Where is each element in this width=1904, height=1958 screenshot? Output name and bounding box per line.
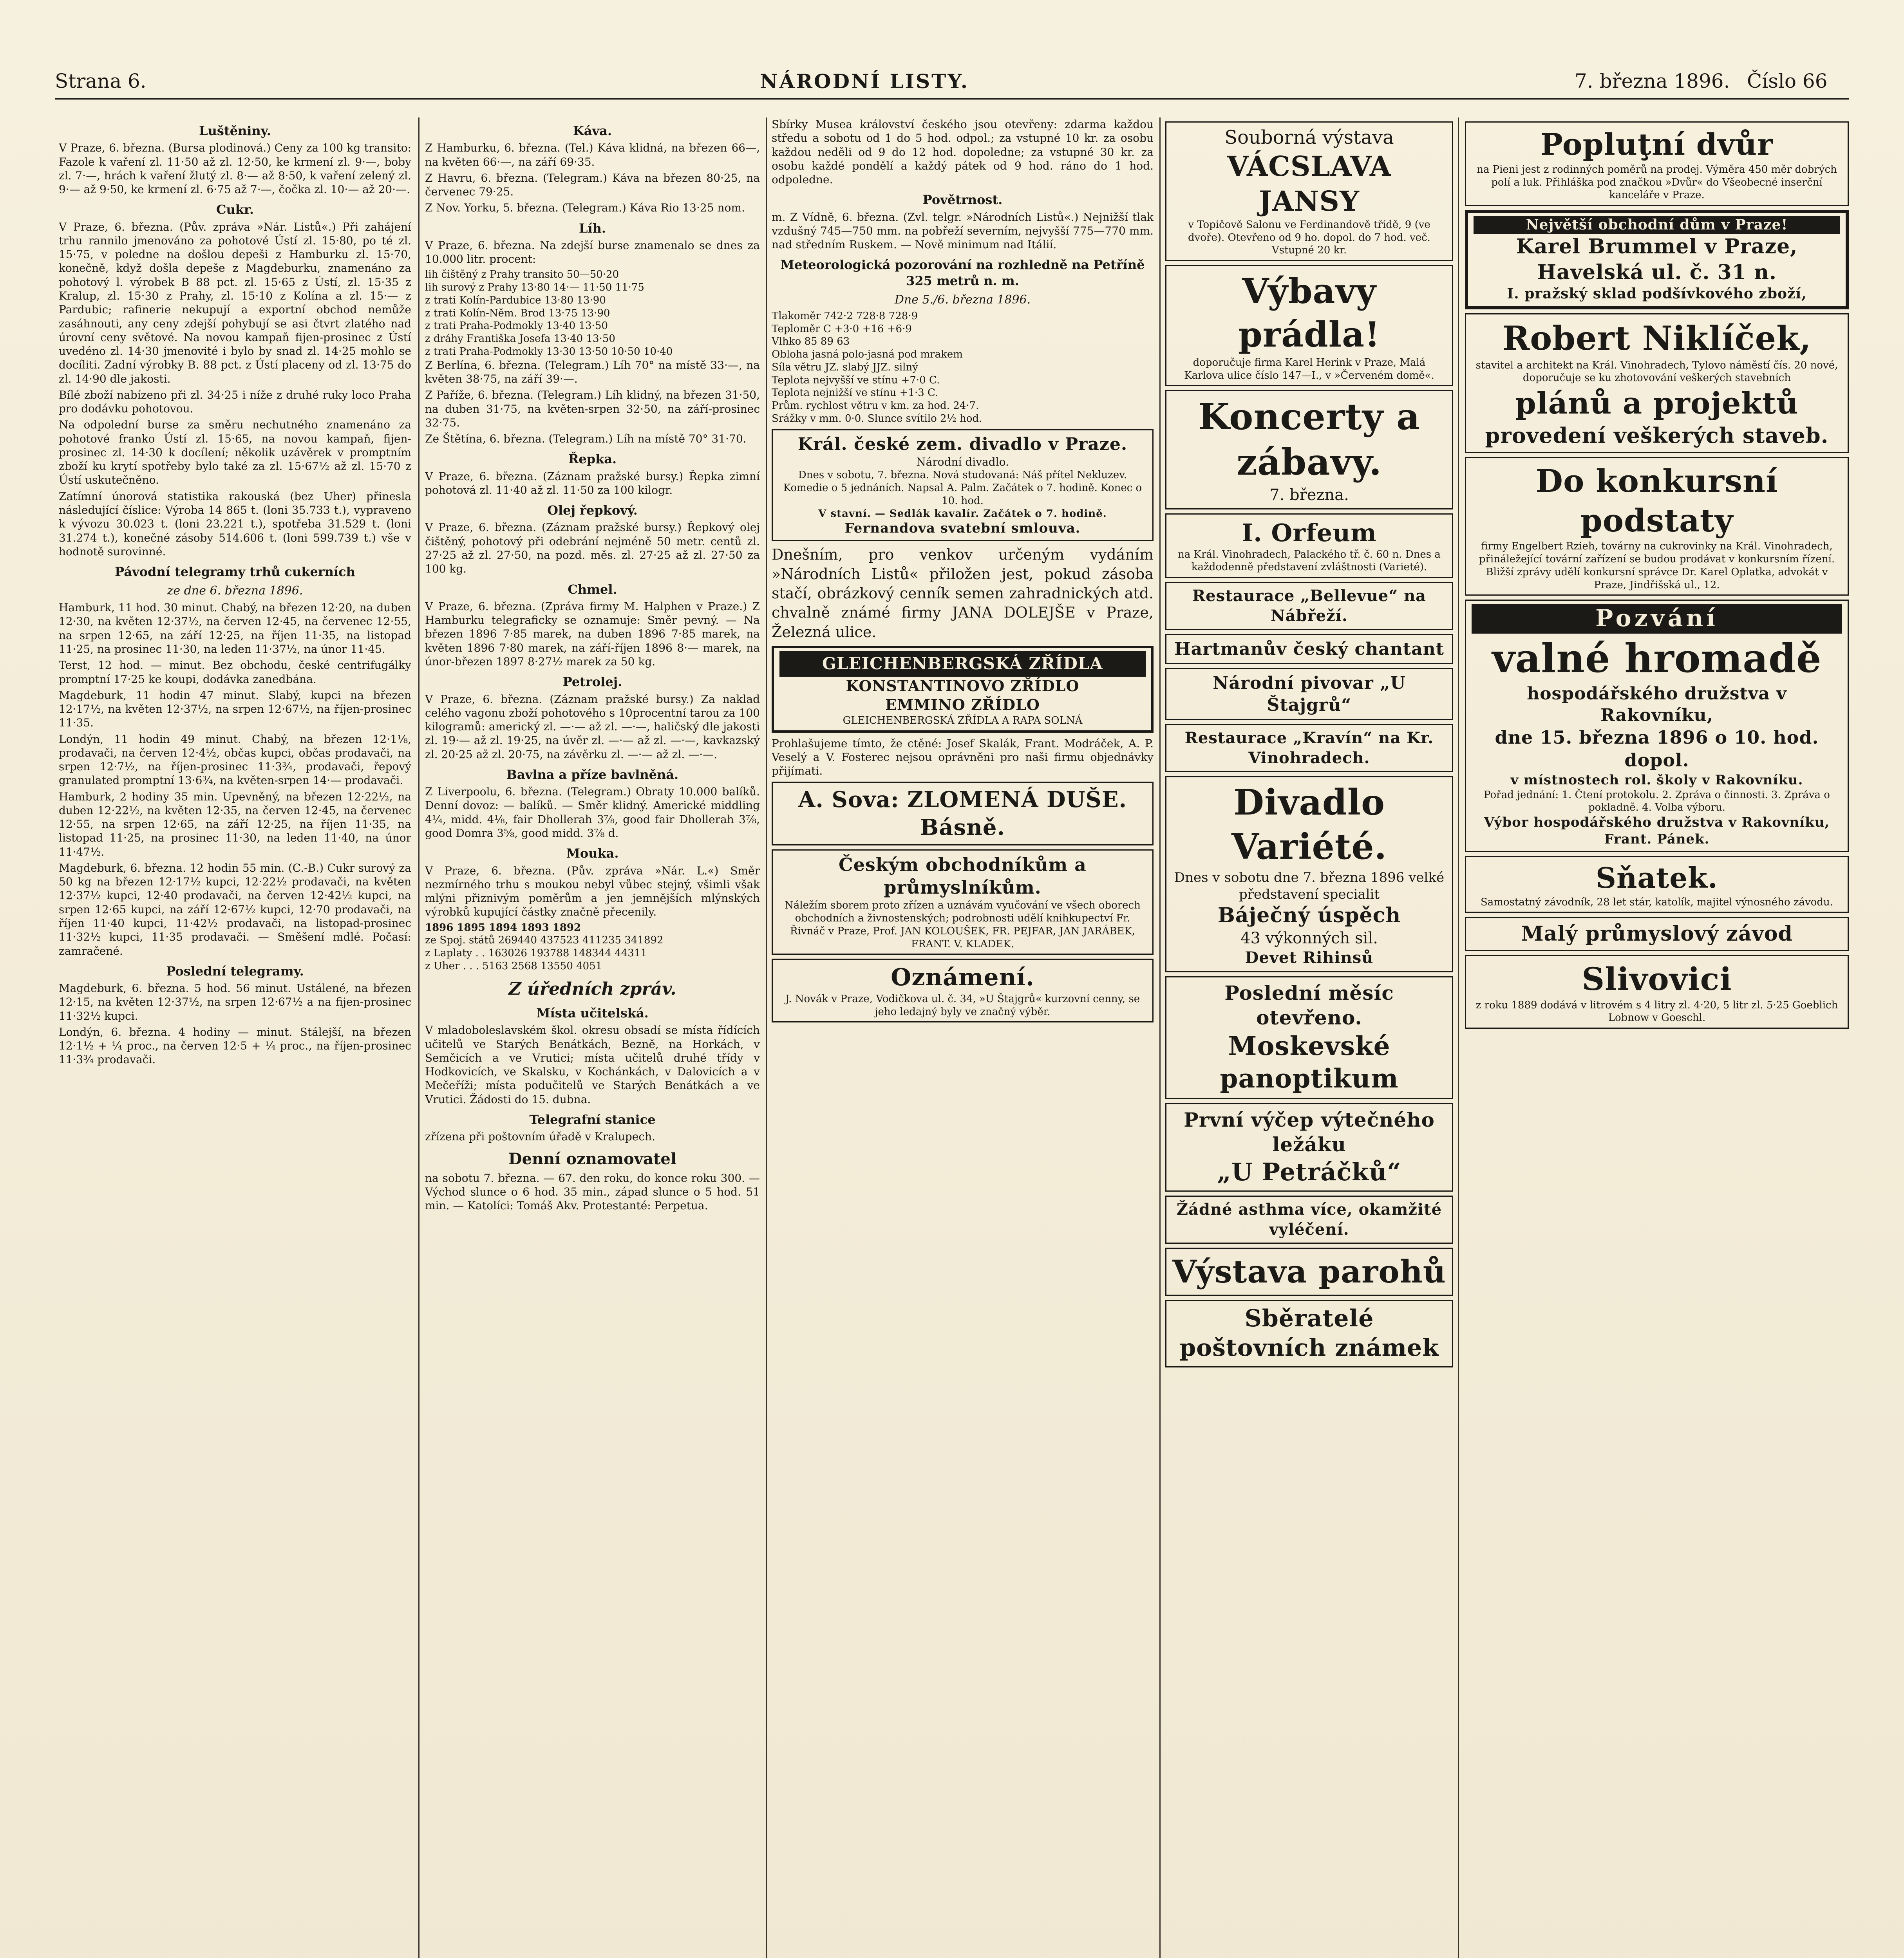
ad-text: EMMINO ZŘÍDLO	[885, 695, 1040, 713]
article-paragraph: Na odpolední burse za směru nechutného znamenáno za pohotové franko Ústí zl. 15·65, na novou kampaň, fijen-prosinec zl. 14·30 k docílení; několik uzávěrek v promptním zboží ku krytí spotřeby bylo také za zl. 15·67½ až zl. 15·70 z Ústí uskutečněno.	[59, 418, 411, 487]
weather-row: Prům. rychlost větru v km. za hod. 24·7.	[772, 400, 979, 412]
section-heading: Meteorologická pozorování na rozhledně na Petříně 325 metrů n. m.	[780, 257, 1145, 288]
ad-title: GLEICHENBERGSKÁ ZŘÍDLA	[779, 651, 1146, 677]
section-heading: Chmel.	[568, 582, 617, 597]
column-rule	[418, 117, 419, 1958]
article-paragraph: Z Liverpoolu, 6. března. (Telegram.) Obraty 10.000 balíků. Denní dovoz: — balíků. — Směr klidný. Americké middling 4¼, midd. 4⅛, fair Dhollerah 3⅞, good fair Dhollerah 3⅞, good Domra 3⅝, good midd. 3⅞ d.	[425, 785, 760, 840]
weather-row: Tlakoměr 742·2 728·8 728·9	[772, 310, 918, 322]
article-paragraph: Prohlašujeme tímto, že ctěné: Josef Skalák, Frant. Modráček, A. P. Veselý a V. Fosterec nejsou oprávněni pro naši firmu objednávky přijímati.	[772, 737, 1154, 778]
price-row: z trati Kolín-Pardubice 13·80 13·90	[425, 294, 606, 306]
article-paragraph: Z Hamburku, 6. března. (Tel.) Káva klidná, na březen 66—, na květen 66·—, na září 69·35.	[425, 141, 760, 168]
article-paragraph: Hamburk, 2 hodiny 35 min. Upevněný, na březen 12·22½, na duben 12·22½, na květen 12·35, na červen 12·45, na červenec 12·55, na srpen 12·65, na září 12·25, na říjen 11·35, na listopad 11·25, na prosinec 11·30, na leden 11·40, na únor 11·47½.	[59, 790, 411, 858]
architect-ad	[1465, 313, 1849, 453]
store-ad	[1465, 210, 1849, 309]
exhibition-ad	[1165, 121, 1453, 261]
article-paragraph: V Praze, 6. března. (Záznam pražské bursy.) Řepkový olej čištěný, pohotový při odebrání nejméně 50 metr. centů zl. 27·25 až zl. 27·50, na pozd. měs. zl. 27·25 až zl. 27·50 za 100 kg.	[425, 521, 760, 576]
notice-ad	[772, 959, 1154, 1022]
ad-text: na Pieni jest z rodinných poměrů na prodej. Výměra 450 měr dobrých polí a luk. Přihláška pod značkou »Dvůr« do Všeobecné inserční kanceláře v Praze.	[1477, 163, 1837, 201]
beer-ad	[1165, 1103, 1453, 1192]
ad-title: Karel Brummel v Praze, Havelská ul. č. 31 n.	[1516, 235, 1798, 284]
weather-row: Teplota nejnižší ve stínu +1·3 C.	[772, 387, 938, 399]
column-notices	[772, 117, 1154, 1958]
article-paragraph: V Praze, 6. března. (Záznam pražské bursy.) Za naklad celého vagonu zboží pohotového s 10procentní tarou za 100 kilogramů: americký zl. —·— až zl. —·—, haličský dle jakosti zl. 19·— až zl. 19·25, na úvěr zl. —·— až zl. —·—, kavkazský zl. 20·25 až zl. 20·75, na závěrku zl. —·— až zl. —·—.	[425, 692, 760, 761]
ad-text: v místnostech rol. školy v Rakovníku.	[1510, 772, 1803, 788]
ad-text: firmy Engelbert Rzieh, továrny na cukrovinky na Král. Vinohradech, přináležející tovární zařízení se budou prodávat v konkursním řízení. Bližší zprávy udělí konkursní správce Dr. Karel Oplatka, advokát v Praze, Jindřišská ul., 12.	[1479, 540, 1835, 591]
ad-text: Výbor hospodářského družstva v Rakovníku,	[1484, 815, 1830, 831]
ad-title: Národní pivovar „U Štajgrů“	[1213, 673, 1406, 715]
ad-title: Výstava parohů	[1172, 1253, 1446, 1290]
section-heading: Olej řepkový.	[547, 503, 638, 518]
price-row: z trati Kolín-Něm. Brod 13·75 13·90	[425, 307, 610, 319]
section-heading: Řepka.	[568, 452, 617, 467]
ad-title: valné hromadě	[1492, 635, 1822, 682]
issue-date: 7. března 1896.	[1575, 70, 1730, 92]
ad-text: Fernandova svatební smlouva.	[844, 520, 1081, 536]
article-paragraph: zřízena při poštovním úřadě v Kralupech.	[425, 1130, 656, 1143]
article-paragraph: Magdeburk, 6. března. 5 hod. 56 minut. Ustálené, na březen 12·15, na květen 12·37½, na srpen 12·67½ a na fijen-prosinec 11·32½ kupci.	[59, 982, 411, 1022]
ad-text: J. Novák v Praze, Vodičkova ul. č. 34, »U Štajgrů« kurzovní cenny, se jeho ledajný byly ve značný výběr.	[785, 993, 1140, 1018]
antlers-ad	[1165, 1248, 1453, 1296]
ad-text: I. pražský sklad podšívkového zboží,	[1507, 285, 1807, 302]
ad-title: První výčep výtečného ležáku	[1184, 1108, 1435, 1156]
ad-title: „U Petráčků“	[1217, 1158, 1401, 1187]
bellevue-ad	[1165, 582, 1453, 630]
article-paragraph: Ze Štětína, 6. března. (Telegram.) Líh na místě 70° 31·70.	[425, 432, 747, 446]
weather-row: Síla větru JZ. slabý JJZ. silný	[772, 361, 918, 373]
article-paragraph: Magdeburk, 6. března. 12 hodin 55 min. (C.-B.) Cukr surový za 50 kg na březen 12·17½ kupci, 12·22½ prodavači, na květen 12·37½ kupci, 12·40 prodavači, na červen 12·42½ kupci, na srpen 12·65 kupci, na září 12·67½ kupci, 12·70 prodavači, na říjen 11·40 kupci, 11·42½ prodavači, na listopad-prosinec 11·32½ kupci, 11·35 prodavači. — Směšení mdlé. Počasí: zamračené.	[59, 861, 411, 957]
article-paragraph: Magdeburk, 11 hodin 47 minut. Slabý, kupci na březen 12·17½, na květen 12·37½, na srpen 12·67½, na říjen-prosinec 11·35.	[59, 688, 411, 730]
ad-text: V stavní. — Sedlák kavalír. Začátek o 7. hodině.	[818, 508, 1107, 520]
concerts-ad	[1165, 390, 1453, 509]
article-paragraph: V Praze, 6. března. (Pův. zpráva »Nár. Listů«.) Při zahájení trhu rannilo jmenováno za pohotové Ústí zl. 15·80, po té zl. 15·75, v poledne na došlou depeši z Hamburku zl. 15·70, konečně, když došla depeše z Magdeburku, znamenáno za pohotový l. výrobek B 88 pct. zl. 15·65 z Ústí, zl. 15·35 z Kralup, zl. 15·30 z Prahy, zl. 15·10 z Kolína a zl. 15·— z Pardubic; rafinerie nekupují a exportní obchod nemůže zasáhnouti, any ceny zdejší pohybují se asi čtvrt zlatého nad úrovní ceny světové. Na novou kampaň fijen-prosinec z Ústí uvedéno zl. 14·30 jmenovité i bylo by snad zl. 14·25 mohlo se docíliti. Zadní výrobky B. 88 pct. z Ústí placeny od zl. 13·75 do zl. 14·90 dle jakosti.	[59, 220, 411, 385]
ad-title: Souborná výstava	[1224, 126, 1394, 148]
ad-text: Frant. Pánek.	[1604, 831, 1710, 847]
ad-text: v Topičově Salonu ve Ferdinandově třídě, 9 (ve dvoře). Otevřeno od 9 ho. dopol. do 7 hod. več. Vstupné 20 kr.	[1188, 219, 1430, 256]
section-heading: Z úředních zpráv.	[508, 979, 676, 999]
assembly-ad	[1465, 600, 1849, 852]
article-paragraph: Z Havru, 6. března. (Telegram.) Káva na březen 80·25, na červenec 79·25.	[425, 171, 760, 199]
ad-text: Dnes v sobotu dne 7. března 1896 velké představení specialit	[1174, 869, 1445, 902]
slivovice-ad	[1465, 955, 1849, 1029]
ad-text: hospodářského družstva v Rakovníku,	[1527, 684, 1787, 726]
ad-title: Oznámení.	[891, 964, 1034, 992]
ad-text: Báječný úspěch	[1217, 903, 1401, 928]
factory-ad	[1465, 917, 1849, 951]
price-row: z dráhy Františka Josefa 13·40 13·50	[425, 333, 615, 345]
section-heading: Cukr.	[216, 202, 254, 217]
weather-row: Teplota nejvyšší ve stínu +7·0 C.	[772, 374, 940, 386]
supplement-notice: Dnešním, pro venkov určeným vydáním »Národních Listů« přiložen jest, pokud zásoba stačí, obrázkový cenník semen zahradnických atd. chvalně známé firmy JANA DOLEJŠE v Praze, Železná ulice.	[772, 546, 1154, 641]
article-paragraph: Londýn, 6. března. 4 hodiny — minut. Stálejší, na březen 12·1½ + ¼ proc., na červen 12·5 + ¼ proc., na říjen-prosinec 11·3¾ prodavači.	[59, 1025, 411, 1066]
kravin-ad	[1165, 724, 1453, 772]
ad-title: Sběratelé poštovních známek	[1179, 1304, 1439, 1362]
ad-text: Samostatný závodník, 28 let stár, katolík, majitel výnosného závodu.	[1480, 896, 1833, 908]
ad-text: stavitel a architekt na Král. Vinohradech, Tylovo náměstí čís. 20 nové, doporučuje se ku zhotovování veškerých stavebních	[1475, 359, 1838, 384]
article-paragraph: Hamburk, 11 hod. 30 minut. Chabý, na březen 12·20, na duben 12·30, na květen 12·37½, na červen 12·45, na červenec 12·55, na srpen 12·65, na září 12·25, na říjen 11·35, na listopad 11·25, na prosinec 11·30, na leden 11·37½, na únor 11·45.	[59, 601, 411, 656]
article-paragraph: Londýn, 11 hodin 49 minut. Chabý, na březen 12·1⅛, prodavači, na červen 12·4½, občas kupci, občas prodavači, na srpen 12·7½, na říjen-prosinec 11·3¾, prodavači, řepový granulated promptní 13·6¾, na květen-srpen 14·— prodavači.	[59, 732, 411, 787]
section-heading: Káva.	[573, 123, 612, 138]
ad-title: Pozvání	[1472, 604, 1842, 634]
page-number: Strana 6.	[55, 70, 146, 92]
ad-text: GLEICHENBERGSKÁ ZŘÍDLA A RAPA SOLNÁ	[843, 714, 1083, 726]
column-ads-business	[1465, 117, 1849, 1958]
column-markets	[425, 117, 760, 1958]
farm-sale-ad	[1465, 121, 1849, 206]
ad-title: Výbavy prádla!	[1238, 271, 1380, 355]
issue-number: Číslo 66	[1747, 70, 1828, 92]
ad-title: Restaurace „Kravín“ na Kr. Vinohradech.	[1184, 729, 1434, 767]
spa-ad	[772, 646, 1154, 732]
ad-title: Král. české zem. divadlo v Praze.	[797, 434, 1128, 454]
section-heading: Pávodní telegramy trhů cukerních	[115, 564, 355, 580]
ad-title: Sňatek.	[1595, 861, 1718, 894]
ad-text: Pořad jednání: 1. Čtení protokolu. 2. Zpráva o činnosti. 3. Zpráva o pokladně. 4. Volba výboru.	[1484, 789, 1830, 814]
price-row: z trati Praha-Podmokly 13·30 13·50 10·50 10·40	[425, 345, 673, 358]
price-row: lih surový z Prahy 13·80 14·— 11·50 11·75	[425, 282, 644, 294]
ad-text: doporučuje firma Karel Herink v Praze, Malá Karlova ulice číslo 147—I., v »Červeném domě«.	[1184, 356, 1434, 381]
ad-text: KONSTANTINOVO ZŘÍDLO	[846, 677, 1079, 695]
ad-title: Slivovici	[1582, 960, 1732, 997]
weather-table	[772, 310, 1154, 425]
column-rule	[766, 117, 767, 1958]
section-heading: Denní oznamovatel	[508, 1149, 677, 1168]
article-paragraph: V mladoboleslavském škol. okresu obsadí se místa řídících učitelů ve Starých Benátkách, Bezně, na Horkách, v Semčicích a ve Vrutici; místa učitelů druhé třídy v Hodkovicích, ve Skalsku, v Kochánkách, v Dalovicích a v Mečeříži; místa podučitelů ve Starých Benátkách a ve Vrutici. Žádosti do 15. dubna.	[425, 1024, 760, 1106]
theatre-ad	[772, 429, 1154, 542]
price-row: z trati Praha-Podmokly 13·40 13·50	[425, 320, 608, 332]
ad-title: Divadlo Variété.	[1231, 782, 1387, 868]
ad-subtitle: 7. března.	[1269, 486, 1349, 504]
ad-text: dne 15. března 1896 o 10. hod. dopol.	[1495, 726, 1819, 771]
orfeum-ad	[1165, 513, 1453, 578]
section-heading: Bavlna a příze bavlněná.	[506, 767, 679, 782]
section-heading: Luštěniny.	[199, 123, 271, 138]
ad-title: Žádné asthma více, okamžité vyléčení.	[1176, 1200, 1442, 1239]
article-paragraph: V Praze, 6. března. (Pův. zpráva »Nár. L.«) Směr nezmírného trhu s moukou nebyl vůbec stejný, všimli však mlýni přiznivým poměrům a jen jemnějších mlýnských výrobků kupující částky značně přecenily.	[425, 864, 760, 919]
table-header: 1896 1895 1894 1893 1892	[425, 921, 581, 934]
ad-title: Poslední měsíc otevřeno.	[1224, 981, 1394, 1029]
column-ads-entertainment	[1165, 117, 1453, 1958]
table-row: ze Spoj. států 269440 437523 411235 341892	[425, 934, 664, 946]
article-paragraph: V Praze, 6. března. (Zpráva firmy M. Halphen v Praze.) Z Hamburku telegraficky se oznamuje: Směr pevný. — Na březen 1896 7·85 marek, na duben 1896 7·85 marek, na květen 1896 7·80 marek, na září-říjen 1896 8·— marek, na únor-březen 1897 8·27½ marek za 50 kg.	[425, 600, 760, 668]
article-paragraph: Zatímní únorová statistika rakouská (bez Uher) přinesla následující číslice: Výroba 14 865 t. (loni 35.733 t.), vypraveno k vývozu 30.023 t. (loni 23.221 t.), spotřeba 31.529 t. (loni 31.274 t.), konečné zásoby 514.606 t. (loni 599.739 t.) vše v hodnotě surovinné.	[59, 490, 411, 558]
page-header	[55, 67, 1849, 100]
linen-ad	[1165, 265, 1453, 386]
ad-title: plánů a projektů	[1515, 386, 1799, 421]
marriage-ad	[1465, 856, 1849, 913]
school-ad	[772, 849, 1154, 955]
variete-ad	[1165, 776, 1453, 972]
ad-title: Hartmanův český chantant	[1174, 639, 1444, 659]
section-heading: Povětrnost.	[922, 192, 1003, 208]
ad-title: A. Sova: ZLOMENÁ DUŠE. Básně.	[798, 787, 1127, 840]
article-paragraph: V Praze, 6. března. (Bursa plodinová.) Ceny za 100 kg transito: Fazole k vaření zl. 11·50 až zl. 12·50, ke krmení zl. 9·—, boby zl. 7·—, hrách k vaření žlutý zl. 8·— až 8·50, k vaření zelený zl. 9·— až 9·50, ke krmení zl. 6·75 až 7·—, čočka zl. 10·— až 20·—.	[59, 141, 411, 196]
article-paragraph: Z Paříže, 6. března. (Telegram.) Líh klidný, na březen 31·50, na duben 31·75, na květen-srpen 32·50, na září-prosinec 32·75.	[425, 388, 760, 429]
section-heading: Poslední telegramy.	[166, 963, 304, 979]
import-table	[425, 921, 760, 973]
ad-title: Českým obchodníkům a průmyslníkům.	[839, 854, 1087, 898]
table-row: z Uher . . . 5163 2568 13550 4051	[425, 960, 602, 972]
section-subheading: ze dne 6. března 1896.	[167, 584, 303, 598]
section-heading: Petrolej.	[562, 674, 622, 690]
ad-title: I. Orfeum	[1242, 518, 1377, 547]
panopticum-ad	[1165, 976, 1453, 1099]
weather-row: Vlhko 85 89 63	[772, 336, 850, 348]
section-subheading: Dne 5./6. března 1896.	[894, 293, 1031, 307]
section-heading: Mouka.	[566, 846, 619, 861]
article-paragraph: Z Berlína, 6. března. (Telegram.) Líh 70° na místě 33·—, na květen 38·75, na září 39·—.	[425, 358, 760, 385]
ad-title: VÁCSLAVA JANSY	[1227, 150, 1392, 217]
ad-title: Největší obchodní dům v Praze!	[1474, 216, 1840, 234]
section-heading: Telegrafní stanice	[529, 1112, 656, 1127]
article-paragraph: V Praze, 6. března. Na zdejší burse znamenalo se dnes za 10.000 litr. procent:	[425, 238, 760, 266]
article-paragraph: Sbírky Musea království českého jsou otevřeny: zdarma každou středu a sobotu od 1 do 5 hod. odpol.; za vstupné 10 kr. za osobu každou neděli od 9 do 12 hod. dopoledne; za vstupné 30 kr. za osobu každé pondělí a každý pátek od 9 hod. ráno do 1 hod. odpoledne.	[772, 118, 1154, 186]
article-paragraph: Bílé zboží nabízeno při zl. 34·25 i níže z druhé ruky loco Praha pro dodávku pohotovou.	[59, 388, 411, 415]
column-rule	[1458, 117, 1459, 1958]
article-paragraph: V Praze, 6. března. (Záznam pražské bursy.) Řepka zimní pohotová zl. 11·40 až zl. 11·50 za 100 kilogr.	[425, 470, 760, 497]
ad-title: Popluţní dvůr	[1540, 127, 1774, 162]
ad-title: provedení veškerých staveb.	[1485, 423, 1829, 448]
price-table	[425, 268, 760, 358]
article-paragraph: m. Z Vídně, 6. března. (Zvl. telgr. »Národních Listů«.) Nejnižší tlak vzdušný 745—750 mm. na pobřeží severním, nejvyšší 775—770 mm. nad středním Ruskem. — Nově minimum nad Itálií.	[772, 210, 1154, 251]
ad-subtitle: Národní divadlo.	[916, 455, 1009, 469]
ad-title: Robert Niklíček,	[1502, 318, 1812, 358]
asthma-ad	[1165, 1196, 1453, 1244]
section-heading: Místa učitelská.	[536, 1006, 649, 1021]
ad-text: na Král. Vinohradech, Palackého tř. č. 60 n. Dnes a každodenně představení zvláštnosti (Varieté).	[1178, 548, 1441, 573]
section-heading: Líh.	[579, 220, 606, 236]
ad-title: Moskevské panoptikum	[1220, 1030, 1399, 1094]
ad-title: Malý průmyslový závod	[1521, 922, 1793, 946]
weather-row: Teploměr C +3·0 +16 +6·9	[772, 323, 912, 335]
article-paragraph: Terst, 12 hod. — minut. Bez obchodu, české centrifugálky promptní 17·25 ke koupi, dodávka zanedbána.	[59, 659, 411, 686]
masthead-title: NÁRODNÍ LISTY.	[760, 70, 969, 93]
weather-row: Obloha jasná polo-jasná pod mrakem	[772, 349, 963, 361]
brewery-ad	[1165, 668, 1453, 720]
stamps-ad	[1165, 1300, 1453, 1367]
ad-text: Devet Rihinsů	[1245, 948, 1374, 967]
column-rule	[1159, 117, 1161, 1958]
article-paragraph: na sobotu 7. března. — 67. den roku, do konce roku 300. — Východ slunce o 6 hod. 35 min., západ slunce o 5 hod. 51 min. — Katolíci: Tomáš Akv. Protestanté: Perpetua.	[425, 1171, 760, 1212]
ad-title: Restaurace „Bellevue“ na Nábřeží.	[1192, 587, 1427, 625]
ad-title: Koncerty a zábavy.	[1198, 396, 1420, 484]
column-commodities	[59, 117, 411, 1958]
ad-title: Do konkursní podstaty	[1535, 462, 1778, 539]
ad-text: z roku 1889 dodává v litrovém s 4 litry zl. 4·20, 5 litr zl. 5·25 Goeblich Lobnow v Goeschl.	[1475, 999, 1838, 1024]
ad-text: Náležím sborem proto zřízen a uznávám vyučování ve všech oborech obchodních a živnostenských; podrobnosti udělí knihkupectví Fr. Řivnáč v Praze, Prof. JAN KOLOUŠEK, FR. PEJFAR, JAN JARÁBEK, FRANT. V. KLADEK.	[785, 900, 1141, 950]
chantant-ad	[1165, 634, 1453, 664]
bankruptcy-ad	[1465, 457, 1849, 596]
weather-row: Srážky v mm. 0·0. Slunce svítilo 2½ hod.	[772, 412, 982, 424]
table-row: z Laplaty . . 163026 193788 148344 44311	[425, 947, 647, 959]
price-row: lih čištěný z Prahy transito 50—50·20	[425, 269, 619, 281]
ad-text: 43 výkonných sil.	[1240, 929, 1378, 947]
ad-text: Dnes v sobotu, 7. března. Nová studovaná: Náš přítel Nekluzev. Komedie o 5 jednáních. Napsal A. Palm. Začátek o 7. hodině. Konec o 10. hod.	[783, 469, 1142, 507]
article-paragraph: Z Nov. Yorku, 5. března. (Telegram.) Káva Rio 13·25 nom.	[425, 201, 745, 215]
book-ad	[772, 782, 1154, 845]
